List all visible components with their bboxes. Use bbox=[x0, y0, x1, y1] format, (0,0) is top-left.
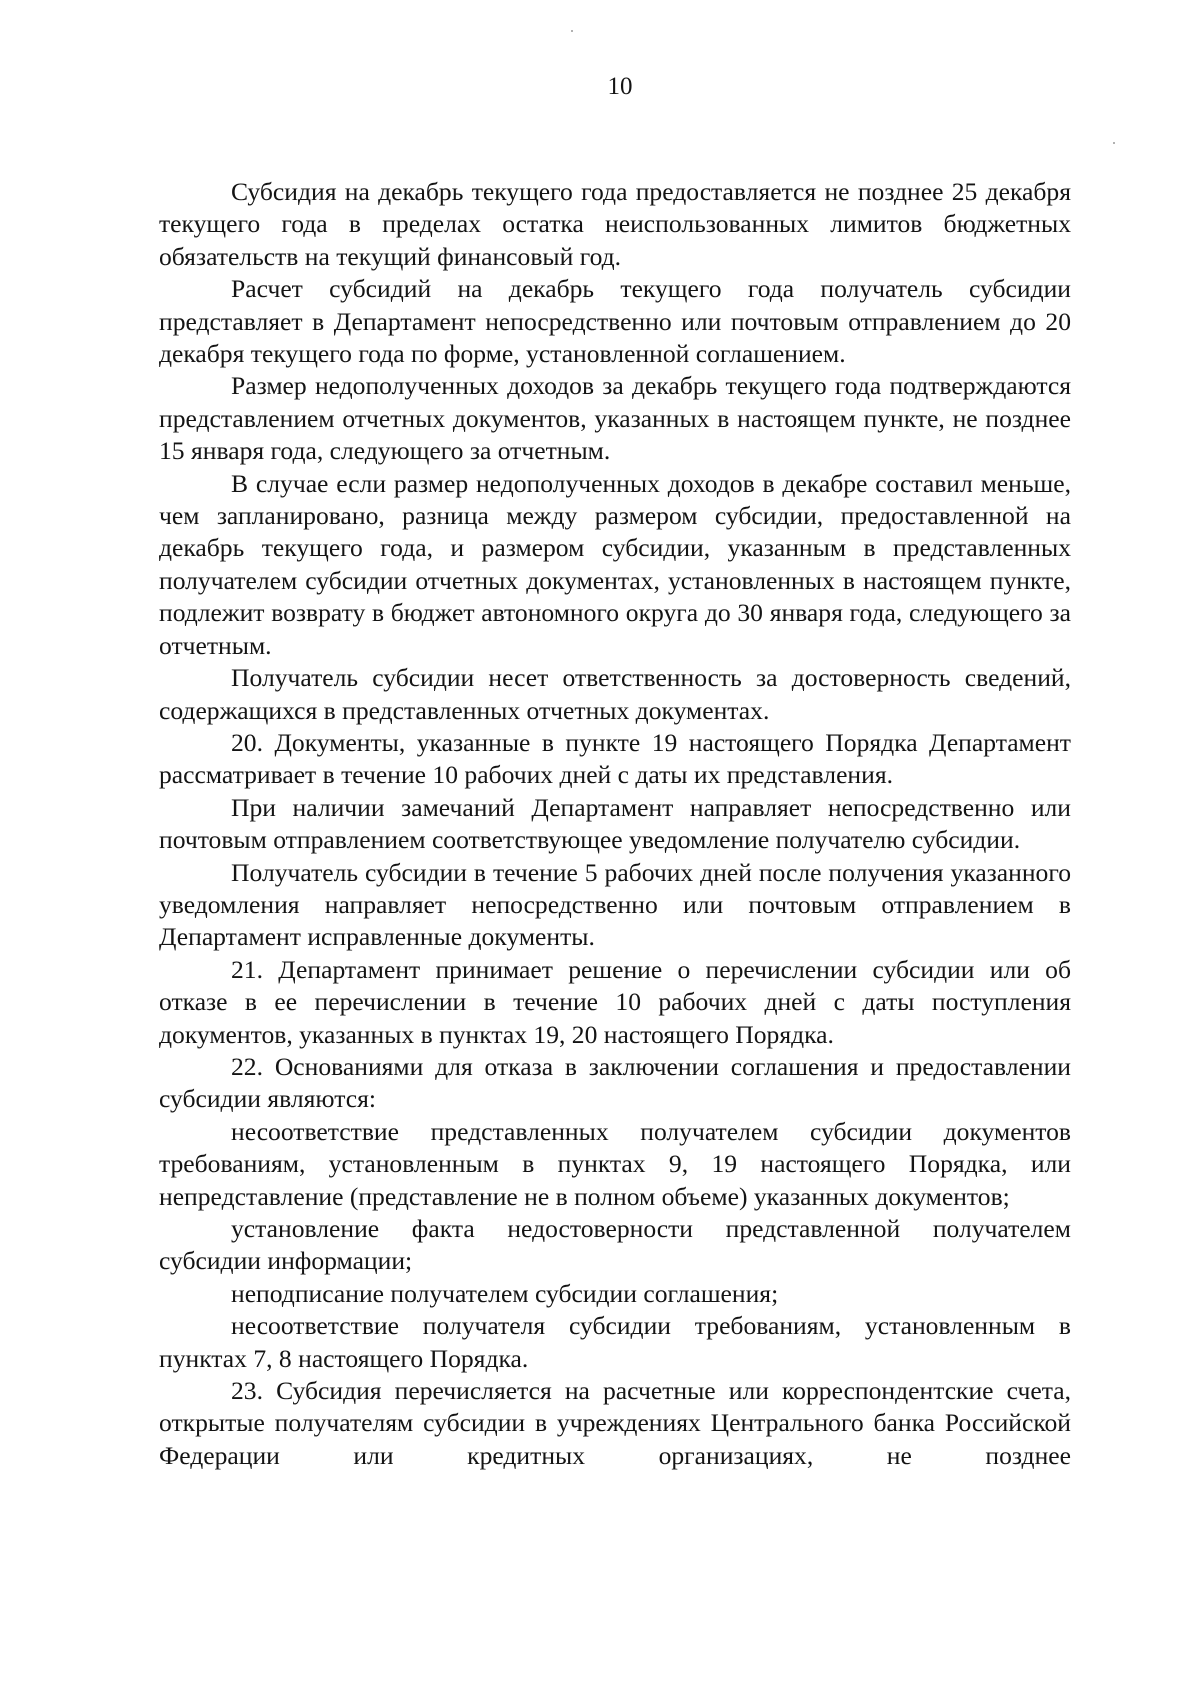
paragraph: 21. Департамент принимает решение о перечислении субсидии или об отказе в ее перечислении в течение 10 рабочих дней с даты поступления документов, указанных в пунктах 19, 20 настоящего Порядка. bbox=[159, 954, 1071, 1049]
scan-speck bbox=[571, 30, 573, 32]
paragraph: Субсидия на декабрь текущего года предоставляется не позднее 25 декабря текущего года в пределах остатка неиспользованных лимитов бюджетных обязательств на текущий финансовый год. bbox=[159, 177, 1071, 271]
paragraph: Получатель субсидии в течение 5 рабочих дней после получения указанного уведомления направляет непосредственно или почтовым отправлением в Департамент исправленные документы. bbox=[159, 857, 1071, 952]
page-number: 10 bbox=[607, 73, 633, 100]
paragraph: Расчет субсидий на декабрь текущего года получатель субсидии представляет в Департамент непосредственно или почтовым отправлением до 20 декабря текущего года по форме, установленной соглашением. bbox=[159, 274, 1071, 369]
paragraph: несоответствие получателя субсидии требованиям, установленным в пунктах 7, 8 настоящего Порядка. bbox=[159, 1311, 1071, 1373]
paragraph: При наличии замечаний Департамент направляет непосредственно или почтовым отправлением соответствующее уведомление получателю субсидии. bbox=[159, 792, 1071, 855]
paragraph: установление факта недостоверности представленной получателем субсидии информации; bbox=[159, 1214, 1071, 1276]
document-body bbox=[159, 176, 1071, 1472]
paragraph: 23. Субсидия перечисляется на расчетные или корреспондентские счета, открытые получателям субсидии в учреждениях Центрального банка Российской Федерации или кредитных организациях, не позднее bbox=[159, 1376, 1071, 1470]
paragraph: Размер недополученных доходов за декабрь текущего года подтверждаются представлением отчетных документов, указанных в настоящем пункте, не позднее 15 января года, следующего за отчетным. bbox=[159, 371, 1071, 466]
paragraph: неподписание получателем субсидии соглашения; bbox=[231, 1278, 779, 1308]
paragraph: В случае если размер недополученных доходов в декабре составил меньше, чем запланировано, разница между размером субсидии, предоставленной на декабрь текущего года, и размером субсидии, указанным в представленных получателем субсидии отчетных документах, установленных в настоящем пункте, подлежит возврату в бюджет автономного округа до 30 января года, следующего за отчетным. bbox=[159, 468, 1071, 660]
paragraph: несоответствие представленных получателем субсидии документов требованиям, установленным в пунктах 9, 19 настоящего Порядка, или непредставление (представление не в полном объеме) указанных документов; bbox=[159, 1116, 1071, 1211]
paragraph: 20. Документы, указанные в пункте 19 настоящего Порядка Департамент рассматривает в течение 10 рабочих дней с даты их представления. bbox=[159, 727, 1071, 790]
scan-speck bbox=[1113, 142, 1115, 144]
paragraph: 22. Основаниями для отказа в заключении соглашения и предоставлении субсидии являются: bbox=[159, 1051, 1071, 1114]
paragraph: Получатель субсидии несет ответственность за достоверность сведений, содержащихся в представленных отчетных документах. bbox=[159, 663, 1071, 725]
